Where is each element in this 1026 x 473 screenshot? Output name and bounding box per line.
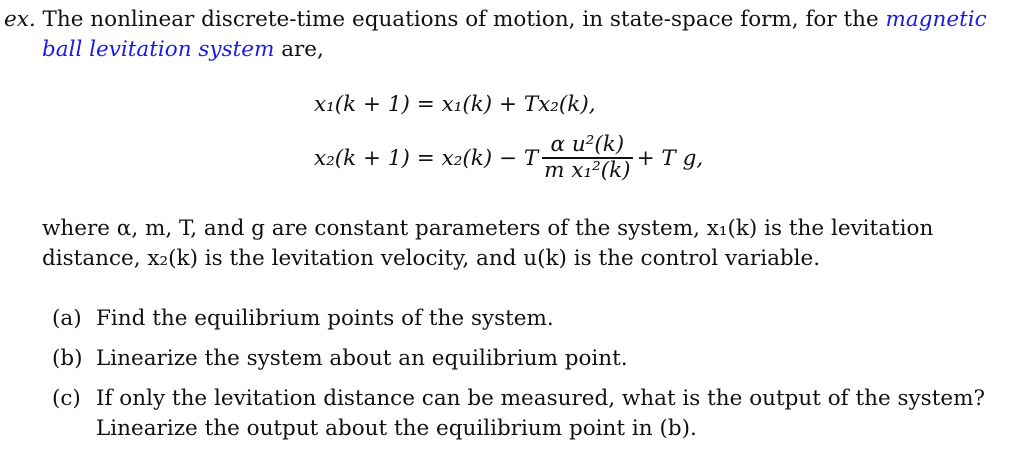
equation-1 [314, 90, 596, 120]
equation-1-text: x₁(k + 1) = x₁(k) + Tx₂(k), [314, 92, 596, 117]
question-a [52, 304, 997, 334]
equation-2-fraction [542, 133, 632, 183]
ball-levitation-link[interactable]: ball levitation system [42, 37, 275, 62]
question-c-line-2: Linearize the output about the equilibrium point in (b). [96, 416, 697, 441]
question-c [52, 384, 997, 444]
where-line-2: distance, x₂(k) is the levitation velocity, and u(k) is the control variable. [42, 246, 821, 271]
question-a-text: Find the equilibrium points of the system. [96, 306, 554, 331]
intro-after-link: are, [281, 37, 324, 62]
question-b-text: Linearize the system about an equilibrium point. [96, 346, 628, 371]
question-c-label: (c) [52, 386, 81, 411]
question-b [52, 344, 997, 374]
exercise-label: ex. [4, 7, 36, 32]
intro-second-line [4, 35, 994, 65]
intro-text: The nonlinear discrete-time equations of motion, in state-space form, for the [42, 7, 879, 32]
question-c-line-1: If only the levitation distance can be measured, what is the output of the system? [96, 386, 985, 411]
magnetic-link[interactable]: magnetic [885, 7, 987, 32]
question-b-label: (b) [52, 346, 83, 371]
equation-2-lhs: x₂(k + 1) = x₂(k) − T [314, 145, 539, 171]
where-paragraph [42, 214, 992, 274]
fraction-numerator: α u²(k) [550, 132, 625, 158]
equation-2 [314, 126, 703, 190]
question-a-label: (a) [52, 306, 82, 331]
question-list [52, 304, 997, 454]
fraction-denominator: m x₁²(k) [544, 157, 631, 183]
equation-2-rhs: + T g, [636, 145, 704, 171]
exercise-intro [4, 5, 994, 65]
question-c-text [96, 384, 997, 444]
where-line-1: where α, m, T, and g are constant parameters of the system, x₁(k) is the levitation [42, 216, 934, 241]
